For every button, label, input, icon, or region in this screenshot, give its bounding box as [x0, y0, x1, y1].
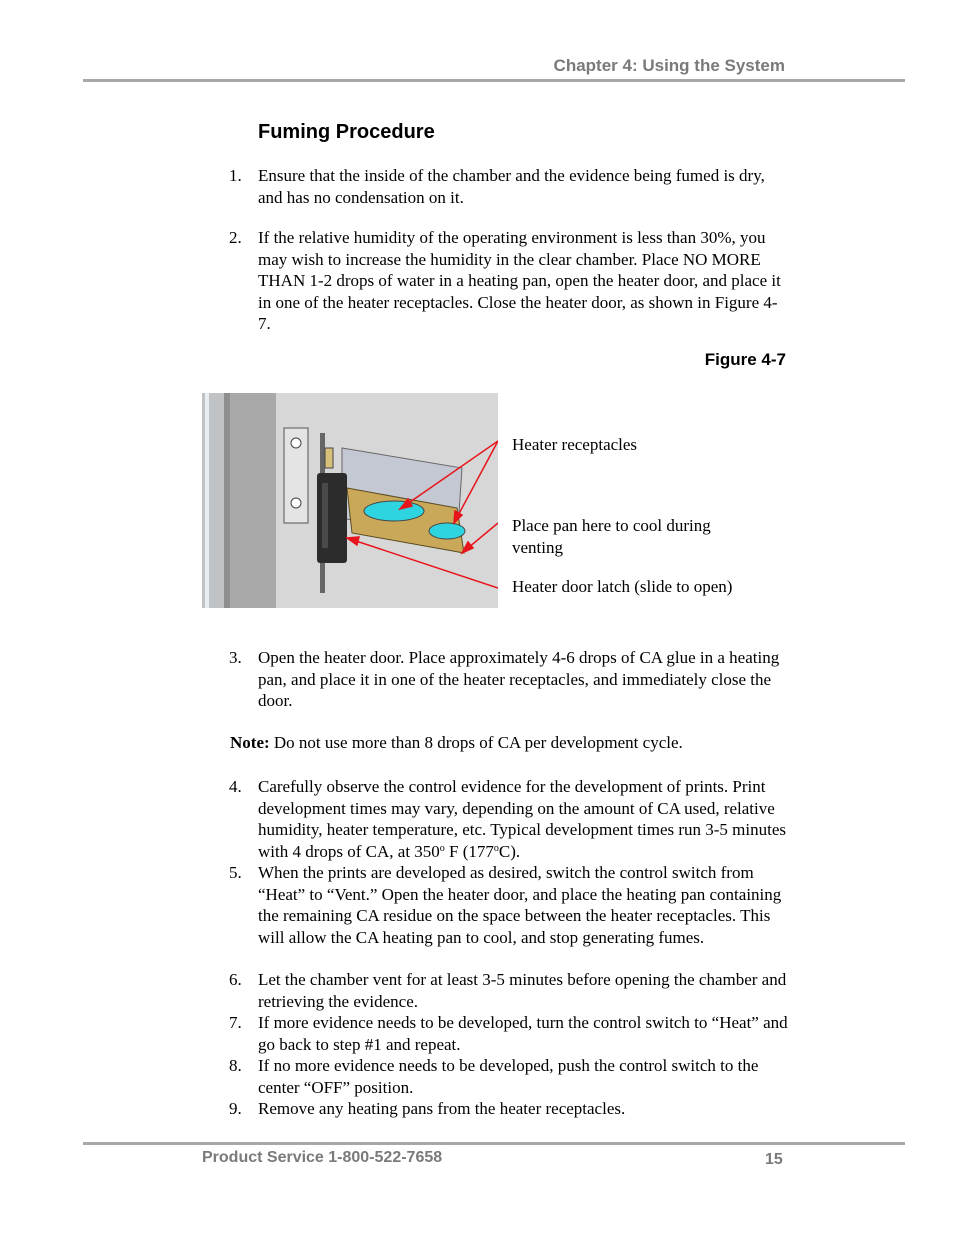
list-number: 9. [229, 1099, 242, 1118]
heater-door-latch [317, 473, 347, 563]
door-panel-edge [224, 393, 230, 608]
list-number: 2. [229, 228, 242, 247]
list-item-1 [229, 165, 789, 208]
note-text: Do not use more than 8 drops of CA per development cycle. [273, 733, 683, 752]
door-frame-highlight [205, 393, 209, 608]
list-text: When the prints are developed as desired, switch the control switch from “Heat” to “Vent.” Open the heater door, and place the heating pan containing the remaining CA residue on the space between the heater receptacles. This will allow the CA heating pan to cool, and stop generating fumes. [258, 863, 782, 947]
list-item-3 [229, 647, 789, 712]
list-item-2 [229, 227, 789, 335]
list-text: Carefully observe the control evidence for the development of prints. Print development times may vary, depending on the amount of CA used, relative humidity, heater temperature, etc. Typical development times run 3-5 minutes with 4 drops of CA, at 350$^o$ F (177$^o$C). [258, 777, 787, 861]
heater-receptacle-1 [364, 501, 424, 521]
list-number: 8. [229, 1056, 242, 1075]
latch-grip [322, 483, 328, 548]
list-number: 5. [229, 863, 242, 882]
screw-icon [291, 498, 301, 508]
list-item-5 [229, 862, 789, 948]
list-item-7 [229, 1012, 789, 1055]
section-title: Fuming Procedure [258, 121, 435, 143]
screw-icon [291, 438, 301, 448]
list-number: 3. [229, 648, 242, 667]
page-number: 15 [765, 1151, 783, 1168]
header-rule [83, 79, 905, 82]
list-text: Open the heater door. Place approximately 4-6 drops of CA glue in a heating pan, and place it in one of the heater receptacles, and immediately close the door. [258, 648, 780, 710]
list-item-6 [229, 969, 789, 1012]
list-item-9 [229, 1098, 789, 1120]
list-text: Remove any heating pans from the heater receptacles. [258, 1099, 626, 1118]
callout-door-latch: Heater door latch (slide to open) [512, 577, 733, 596]
list-number: 1. [229, 166, 242, 185]
note-label: Note: [230, 733, 270, 752]
figure-caption: Figure 4-7 [704, 350, 786, 369]
footer-rule [83, 1142, 905, 1145]
list-text: Let the chamber vent for at least 3-5 minutes before opening the chamber and retrieving the evidence. [258, 970, 787, 1011]
list-number: 4. [229, 777, 242, 796]
heater-receptacle-2 [429, 523, 465, 539]
list-item-4 [229, 776, 789, 862]
list-text: If no more evidence needs to be developed, push the control switch to the center “OFF” position. [258, 1056, 759, 1097]
list-item-8 [229, 1055, 789, 1098]
footer-service: Product Service 1-800-522-7658 [202, 1149, 443, 1166]
door-panel [224, 393, 276, 608]
list-text: Ensure that the inside of the chamber and the evidence being fumed is dry, and has no condensation on it. [258, 166, 765, 207]
list-number: 7. [229, 1013, 242, 1032]
list-text: If the relative humidity of the operating environment is less than 30%, you may wish to increase the humidity in the clear chamber. Place NO MORE THAN 1-2 drops of water in a heating pan, open the heater door, and place it in one of the heater receptacles. Close the heater door, as shown in Figure 4-7. [258, 228, 781, 333]
callout-cool-spot: Place pan here to cool during venting [512, 516, 711, 557]
list-number: 6. [229, 970, 242, 989]
note [230, 733, 683, 753]
heater-figure [202, 393, 498, 608]
callout-heater-receptacles: Heater receptacles [512, 435, 638, 454]
chapter-header: Chapter 4: Using the System [553, 56, 785, 75]
list-text: If more evidence needs to be developed, turn the control switch to “Heat” and go back to step #1 and repeat. [258, 1013, 788, 1054]
latch-bracket [325, 448, 333, 468]
